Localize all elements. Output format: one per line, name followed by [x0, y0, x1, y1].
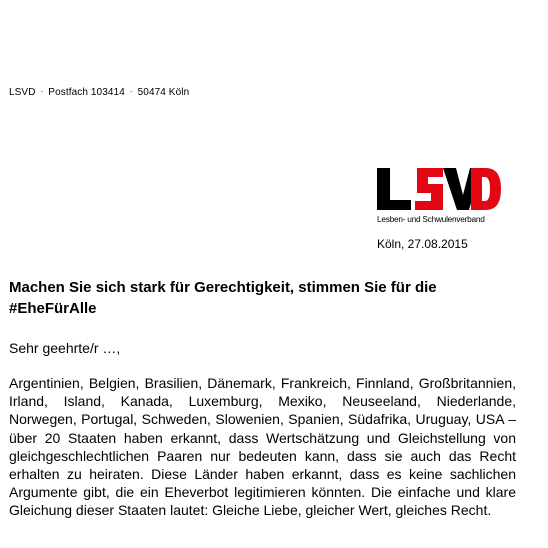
logo-letter-s [415, 168, 443, 210]
sender-po-box: Postfach 103414 [48, 87, 125, 98]
letter-subject: Machen Sie sich stark für Gerechtigkeit, stimmen Sie für die #EheFürAlle [9, 279, 437, 317]
logo-letter-l [377, 168, 411, 210]
separator-dot: · [40, 87, 44, 96]
lsvd-logo [377, 162, 501, 222]
letter-body-paragraph: Argentinien, Belgien, Brasilien, Dänemark, Frankreich, Finnland, Großbritannien, Irland, Island, Kanada, Luxemburg, Mexiko, Neuseeland, Niederlande, Norwegen, Portugal, Schweden, Slowenien, Spanien, Südafrika, Uruguay, USA – über 20 Staaten haben erkannt, dass Wertschätzung und Gleichstellung von gleichgeschlechtlichen Paaren nur bedeuten kann, dass sie auch das Recht erhalten zu heiraten. Diese Länder haben erkannt, dass es keine sachlichen Argumente gibt, die ein Eheverbot legitimieren könnten. Die einfache und klare Gleichung dieser Staaten lautet: Gleiche Liebe, gleicher Wert, gleiches Recht. [9, 375, 516, 519]
salutation: Sehr geehrte/r …, [9, 340, 121, 356]
sender-org: LSVD [9, 87, 36, 98]
logo-letter-d [471, 168, 501, 210]
separator-dot: · [129, 87, 133, 96]
sender-address-line [9, 87, 189, 98]
letter-date: Köln, 27.08.2015 [377, 237, 468, 251]
sender-city: 50474 Köln [137, 87, 190, 98]
logo-tagline: Lesben- und Schwulenverband [377, 214, 485, 224]
